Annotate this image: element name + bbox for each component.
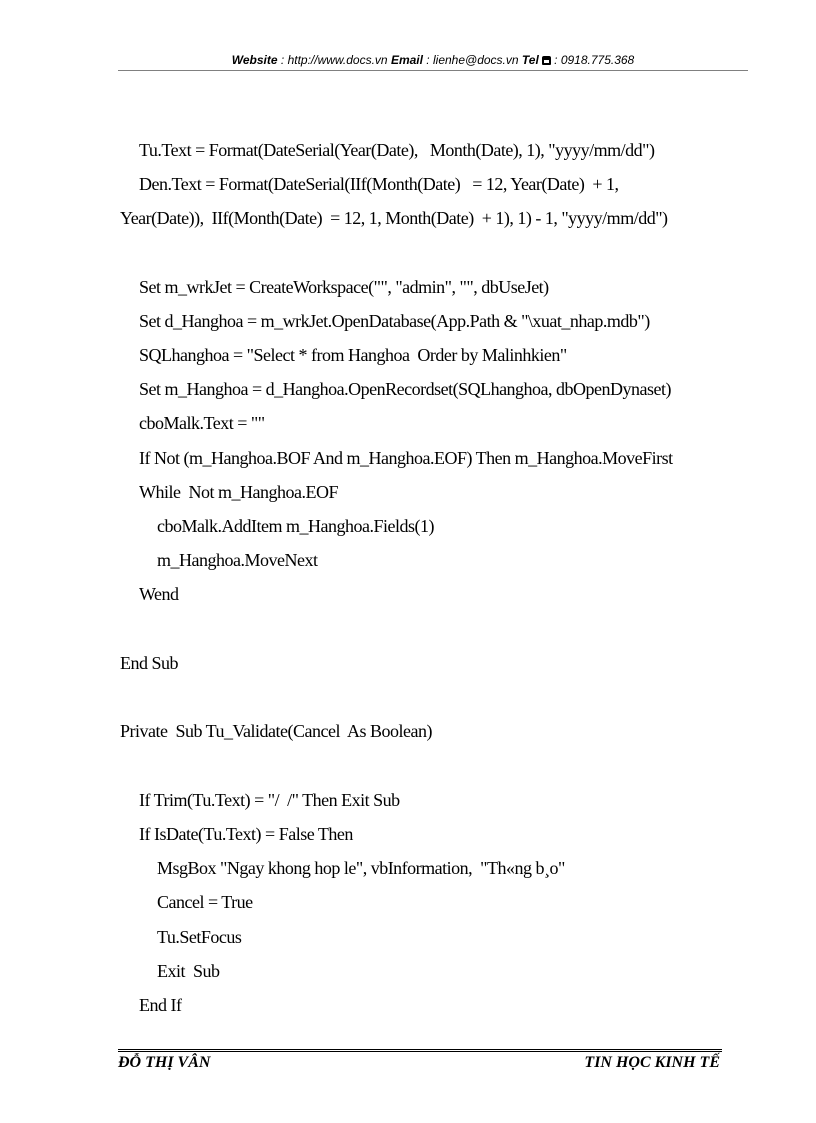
email-address[interactable]: lienhe@docs.vn	[432, 53, 519, 67]
website-separator: :	[277, 53, 288, 67]
code-line: Private Sub Tu_Validate(Cancel As Boolean)	[120, 721, 432, 741]
code-line: If Trim(Tu.Text) = "/ /" Then Exit Sub	[139, 790, 400, 810]
code-line: Den.Text = Format(DateSerial(IIf(Month(Date) = 12, Year(Date) + 1,	[139, 174, 619, 194]
website-label: Website	[231, 53, 278, 67]
email-label: Email	[390, 53, 423, 67]
code-line: Tu.Text = Format(DateSerial(Year(Date), Month(Date), 1), "yyyy/mm/dd")	[139, 140, 655, 160]
code-line: Cancel = True	[157, 892, 253, 912]
code-line: Set m_wrkJet = CreateWorkspace("", "admin", "", dbUseJet)	[139, 277, 549, 297]
code-line: cboMalk.AddItem m_Hanghoa.Fields(1)	[157, 516, 434, 536]
website-url[interactable]: http://www.docs.vn	[287, 53, 388, 67]
code-line: Exit Sub	[157, 961, 220, 981]
code-line: SQLhanghoa = "Select * from Hanghoa Order by Malinhkien"	[139, 345, 567, 365]
tel-number: 0918.775.368	[560, 53, 635, 67]
code-line: While Not m_Hanghoa.EOF	[139, 482, 338, 502]
tel-label: Tel	[521, 53, 539, 67]
code-line: Year(Date)), IIf(Month(Date) = 12, 1, Month(Date) + 1), 1) - 1, "yyyy/mm/dd")	[120, 208, 668, 228]
code-line: m_Hanghoa.MoveNext	[157, 550, 318, 570]
email-separator: :	[422, 53, 433, 67]
code-line: If Not (m_Hanghoa.BOF And m_Hanghoa.EOF) Then m_Hanghoa.MoveFirst	[139, 448, 673, 468]
code-line: MsgBox "Ngay khong hop le", vbInformation, "Th«ng b¸o"	[157, 858, 565, 878]
code-line: Set m_Hanghoa = d_Hanghoa.OpenRecordset(SQLhanghoa, dbOpenDynaset)	[139, 379, 672, 399]
footer-divider	[118, 1049, 722, 1052]
code-line: If IsDate(Tu.Text) = False Then	[139, 824, 353, 844]
code-line: End If	[139, 995, 182, 1015]
code-line: Set d_Hanghoa = m_wrkJet.OpenDatabase(App.Path & "\xuat_nhap.mdb")	[139, 311, 650, 331]
footer-author: ĐỖ THỊ VÂN	[118, 1054, 211, 1071]
code-line: cboMalk.Text = ""	[139, 413, 265, 433]
code-line: End Sub	[120, 653, 179, 673]
tel-separator: :	[550, 53, 561, 67]
code-line: Tu.SetFocus	[157, 927, 242, 947]
code-line: Wend	[139, 584, 179, 604]
footer-subject: TIN HỌC KINH TẾ	[584, 1054, 720, 1071]
